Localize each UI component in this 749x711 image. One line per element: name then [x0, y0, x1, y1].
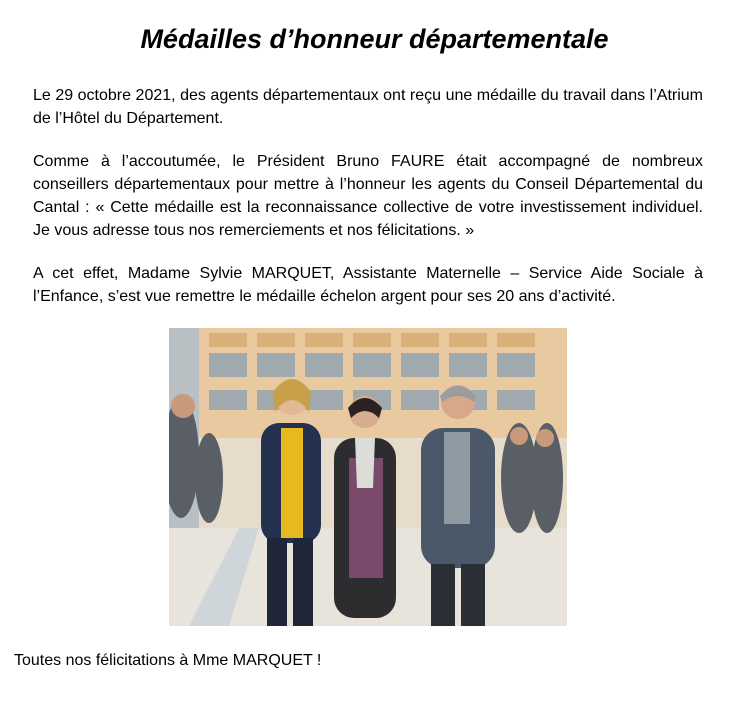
- paragraph-medal-recipient: A cet effet, Madame Sylvie MARQUET, Assistante Maternelle – Service Aide Sociale à l’Enfance, s’est vue remettre le médaille échelon argent pour ses 20 ans d’activité.: [33, 265, 703, 305]
- ceremony-photo: [169, 328, 567, 626]
- page-title: Médailles d’honneur départementale: [140, 24, 609, 54]
- paragraph-intro: Le 29 octobre 2021, des agents départementaux ont reçu une médaille du travail dans l’Atrium de l’Hôtel du Département.: [33, 87, 703, 127]
- closing-congratulations: Toutes nos félicitations à Mme MARQUET !: [14, 652, 322, 669]
- paragraph-president-speech: Comme à l’accoutumée, le Président Bruno FAURE était accompagné de nombreux conseillers départementaux pour mettre à l’honneur les agents du Conseil Départemental du Cantal : « Cette médaille est la reconnaissance collective de votre investissement individuel. Je vous adresse tous nos remerciements et nos félicitations. »: [33, 153, 703, 239]
